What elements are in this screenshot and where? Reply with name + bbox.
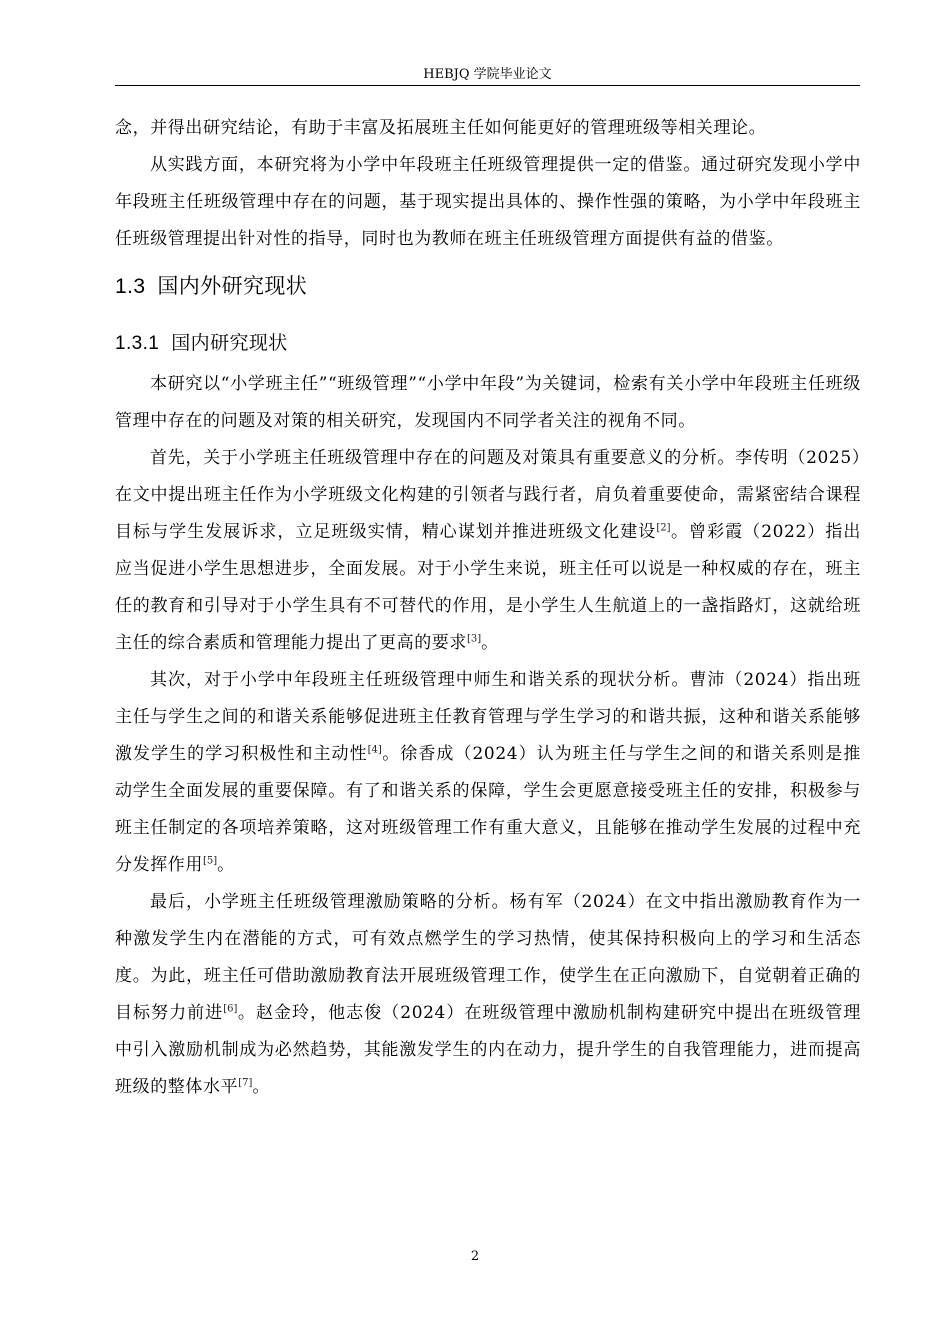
paragraph-second xyxy=(115,662,861,884)
citation-ref[interactable]: [6] xyxy=(223,1003,238,1015)
paragraph-text: 。 xyxy=(252,1077,270,1097)
section-heading-1-3 xyxy=(115,271,861,303)
subsection-number: 1.3.1 xyxy=(115,333,160,354)
paragraph-text: 。徐香成（2024）认为班主任与学生之间的和谐关系则是推动学生全面发展的重要保障。有了和谐关系的保障，学生会更愿意接受班主任的安排，积极参与班主任制定的各项培养策略，这对班级管理工作有重大意义，且能够在推动学生发展的过程中充分发挥作用 xyxy=(115,744,862,875)
paragraph-intro xyxy=(115,366,861,440)
section-title: 国内外研究现状 xyxy=(157,275,308,298)
subsection-title: 国内研究现状 xyxy=(171,333,288,354)
page-number: 2 xyxy=(470,1249,480,1264)
citation-ref[interactable]: [7] xyxy=(238,1077,253,1089)
citation-ref[interactable]: [2] xyxy=(656,522,671,534)
paragraph-first xyxy=(115,440,861,662)
paragraph-text: 。 xyxy=(481,633,499,653)
paragraph-text: 本研究以“小学班主任”“班级管理”“小学中年段”为关键词，检索有关小学中年段班主任班级管理中存在的问题及对策的相关研究，发现国内不同学者关注的视角不同。 xyxy=(115,374,861,431)
paragraph-practice-significance: 从实践方面，本研究将为小学中年段班主任班级管理提供一定的借鉴。通过研究发现小学中年段班主任班级管理中存在的问题，基于现实提出具体的、操作性强的策略，为小学中年段班主任班级管理提出针对性的指导，同时也为教师在班主任班级管理方面提供有益的借鉴。 xyxy=(115,155,861,249)
paragraph-continued: 念，并得出研究结论，有助于丰富及拓展班主任如何能更好的管理班级等相关理论。 xyxy=(115,118,767,138)
paragraph-text: 。 xyxy=(217,855,235,875)
paragraph-text: 最后，小学班主任班级管理激励策略的分析。杨有军（2024）在文中指出激励教育作为一种激发学生内在潜能的方式，可有效点燃学生的学习热情，使其保持积极向上的学习和生活态度。为此，班主任可借助激励教育法开展班级管理工作，使学生在正向激励下，自觉朝着正确的目标努力前进 xyxy=(115,892,861,1023)
section-heading-1-3-1 xyxy=(115,328,861,360)
paragraph-text: 其次，对于小学中年段班主任班级管理中师生和谐关系的现状分析。曹沛（2024）指出班主任与学生之间的和谐关系能够促进班主任教育管理与学生学习的和谐共振，这种和谐关系能够激发学生的学习积极性和主动性 xyxy=(115,670,861,764)
page-header: HEBJQ 学院毕业论文 xyxy=(423,67,552,82)
section-number: 1.3 xyxy=(115,275,146,298)
header-divider xyxy=(115,85,860,86)
paragraph-text: 。赵金玲，他志俊（2024）在班级管理中激励机制构建研究中提出在班级管理中引入激励机制成为必然趋势，其能激发学生的内在动力，提升学生的自我管理能力，进而提高班级的整体水平 xyxy=(115,1003,861,1097)
citation-ref[interactable]: [5] xyxy=(203,855,218,867)
paragraph-third xyxy=(115,884,861,1106)
citation-ref[interactable]: [3] xyxy=(467,633,482,645)
citation-ref[interactable]: [4] xyxy=(367,744,382,756)
paragraph-text: 。曾彩霞（2022）指出应当促进小学生思想进步，全面发展。对于小学生来说，班主任可以说是一种权威的存在，班主任的教育和引导对于小学生具有不可替代的作用，是小学生人生航道上的一盏指路灯，这就给班主任的综合素质和管理能力提出了更高的要求 xyxy=(115,522,862,653)
paragraph-text: 首先，关于小学班主任班级管理中存在的问题及对策具有重要意义的分析。李传明（2025）在文中提出班主任作为小学班级文化构建的引领者与践行者，肩负着重要使命，需紧密结合课程目标与学生发展诉求，立足班级实情，精心谋划并推进班级文化建设 xyxy=(115,448,861,542)
document-body xyxy=(115,110,861,1106)
